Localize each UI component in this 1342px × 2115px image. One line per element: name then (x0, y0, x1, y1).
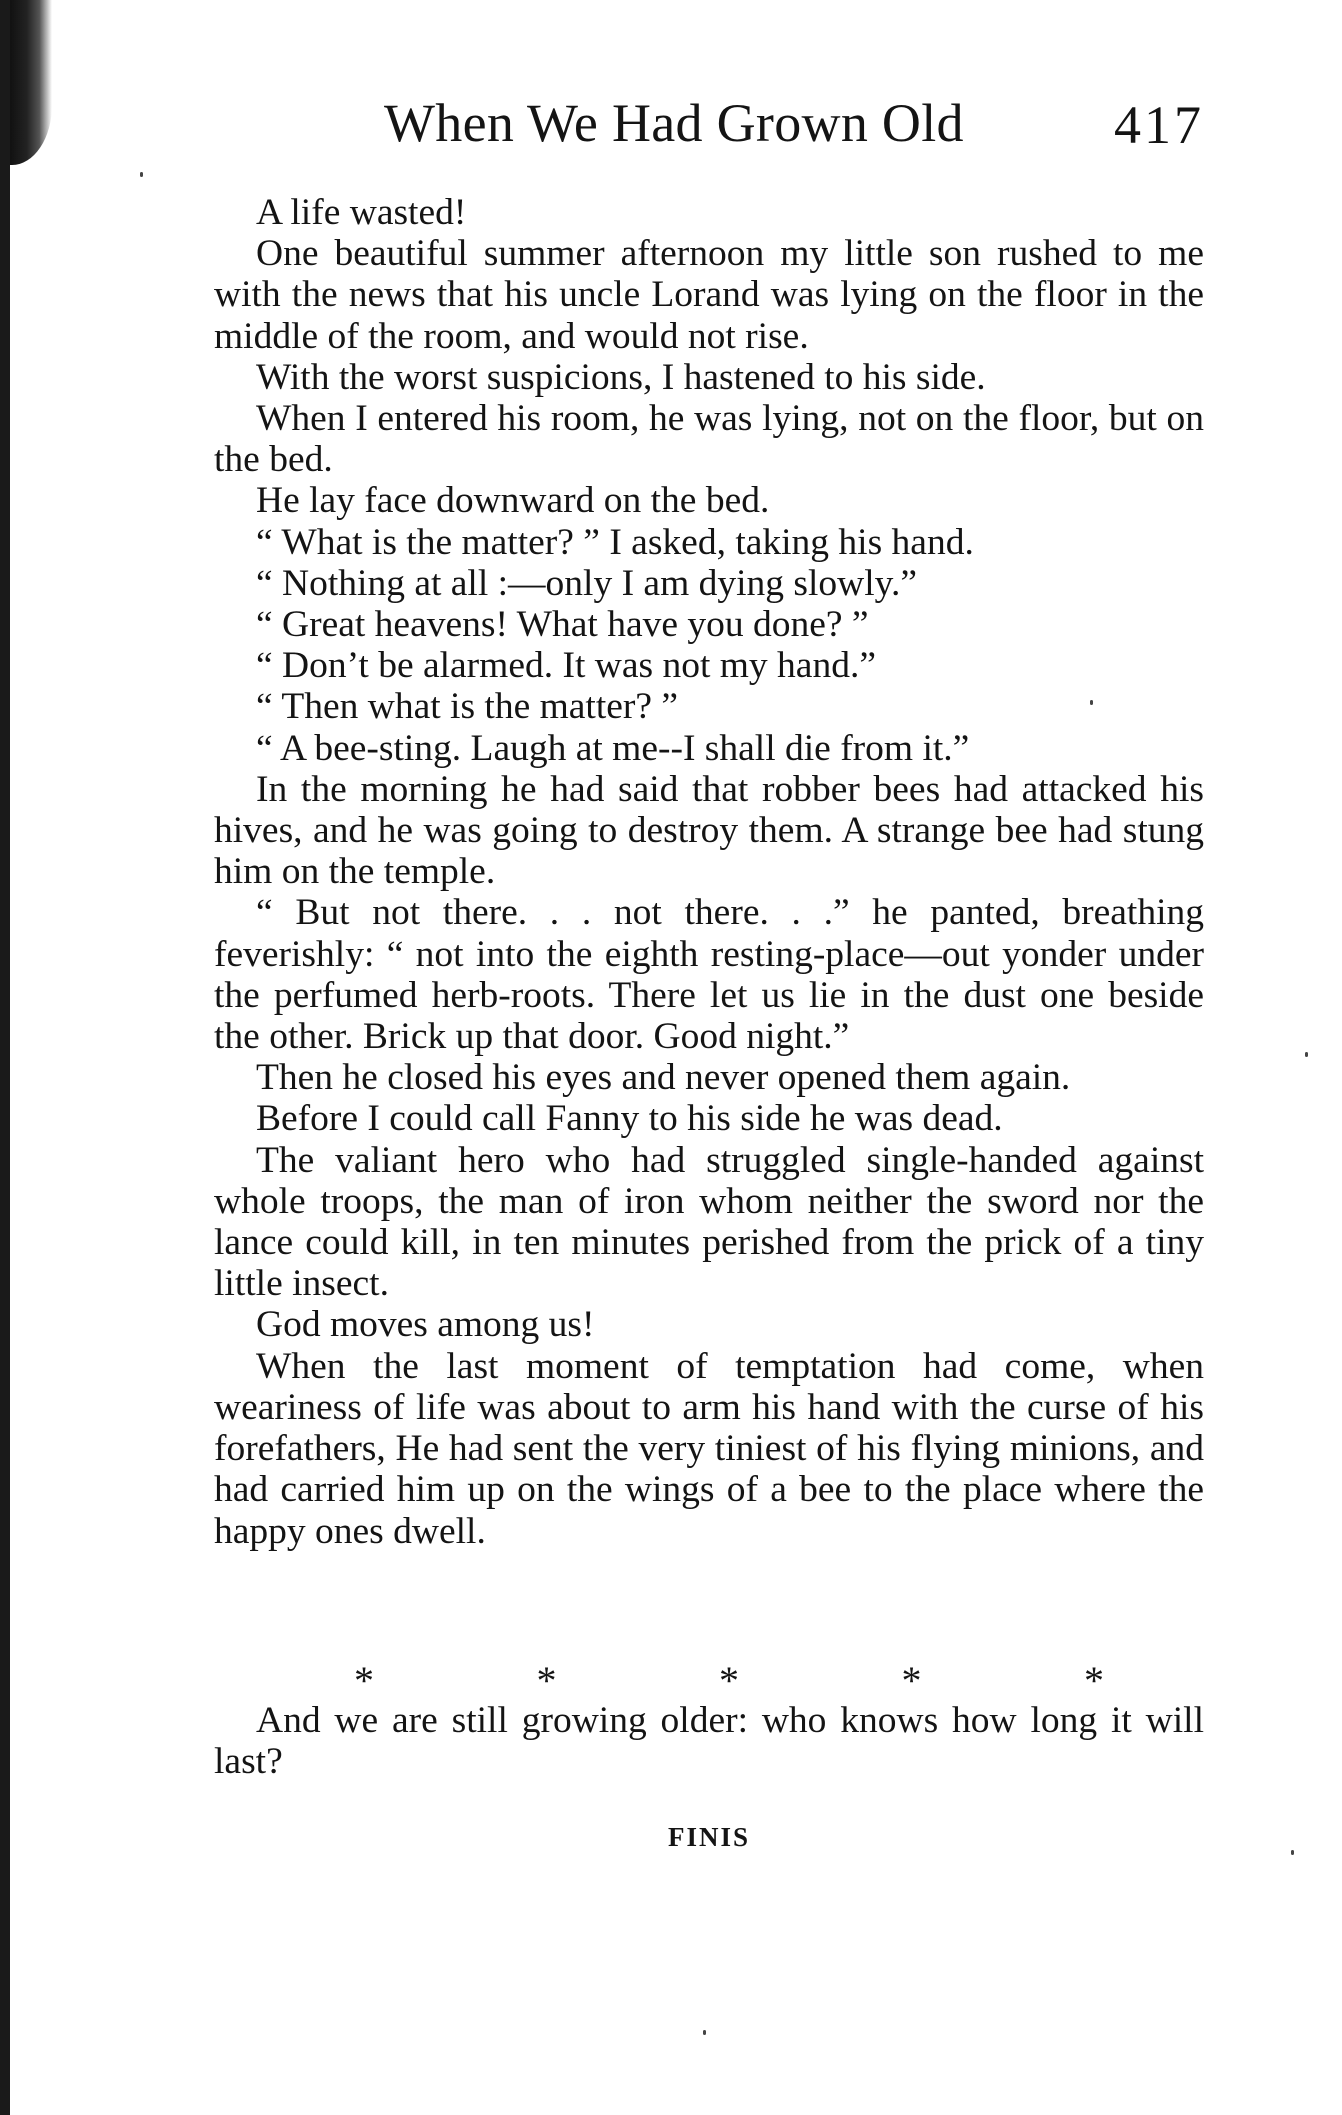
paragraph: God moves among us! (256, 1304, 595, 1346)
paragraph: When I entered his room, he was lying, not on the floor, but on the bed. (214, 398, 1204, 481)
paragraph: In the morning he had said that robber bees had attacked his hives, and he was going to destroy them. A strange bee had stung him on the temple. (214, 768, 1204, 893)
asterisk: * (1084, 1658, 1104, 1703)
paragraph: The valiant hero who had struggled single-handed against whole troops, the man of iron whom neither the sword nor the lance could kill, in ten minutes perished from the prick of a tiny little insect. (214, 1139, 1204, 1305)
finis-label: FINIS (667, 1822, 751, 1852)
paragraph: “ Great heavens! What have you done? ” (256, 604, 869, 646)
paragraph: “ Don’t be alarmed. It was not my hand.” (256, 645, 876, 687)
ink-speck (703, 2030, 706, 2035)
running-title: When We Had Grown Old (384, 93, 964, 153)
asterisk: * (719, 1658, 739, 1703)
ink-speck (1291, 1850, 1294, 1855)
paragraph: One beautiful summer afternoon my little son rushed to me with the news that his uncle Lorand was lying on the floor in the middle of the room, and would not rise. (214, 233, 1204, 357)
paragraph: “ What is the matter? ” I asked, taking his hand. (256, 521, 974, 563)
asterisk: * (901, 1658, 922, 1703)
paragraph: Then he closed his eyes and never opened them again. (256, 1057, 1071, 1099)
paragraph: “ A bee-sting. Laugh at me--I shall die from it.” (256, 727, 970, 769)
paragraph: When the last moment of temptation had come, when weariness of life was about to arm his hand with the curse of his forefathers, He had sent the very tiniest of his flying minions, and had carried him up on the wings of a bee to the place where the happy ones dwell. (214, 1345, 1204, 1552)
paragraph: With the worst suspicions, I hastened to his side. (256, 356, 986, 398)
binding-edge (0, 0, 10, 2115)
body-text (214, 192, 1204, 1552)
paragraph: A life wasted! (256, 192, 467, 233)
section-separator (354, 1657, 1104, 1704)
binding-shadow (10, 0, 52, 165)
paragraph: Before I could call Fanny to his side he was dead. (256, 1098, 1003, 1140)
closing-paragraph: And we are still growing older: who knows how long it will last? (214, 1700, 1204, 1783)
closing-text (214, 1700, 1204, 1782)
asterisk: * (354, 1658, 374, 1703)
paragraph: “ Then what is the matter? ” (256, 686, 679, 728)
paragraph: “ But not there. . . not there. . .” he panted, breathing feverishly: “ not into the eighth resting-place—out yonder under the perfumed herb-roots. There let us lie in the dust one beside the other. Brick up that door. Good night.” (214, 892, 1204, 1058)
asterisk: * (536, 1658, 557, 1703)
page-number: 417 (1114, 95, 1204, 155)
ink-speck (1090, 700, 1093, 705)
ink-speck (1305, 1052, 1308, 1057)
paragraph: “ Nothing at all :—only I am dying slowly.” (256, 562, 918, 604)
ink-speck (140, 172, 143, 177)
paragraph: He lay face downward on the bed. (256, 480, 770, 522)
running-head (214, 92, 1204, 162)
